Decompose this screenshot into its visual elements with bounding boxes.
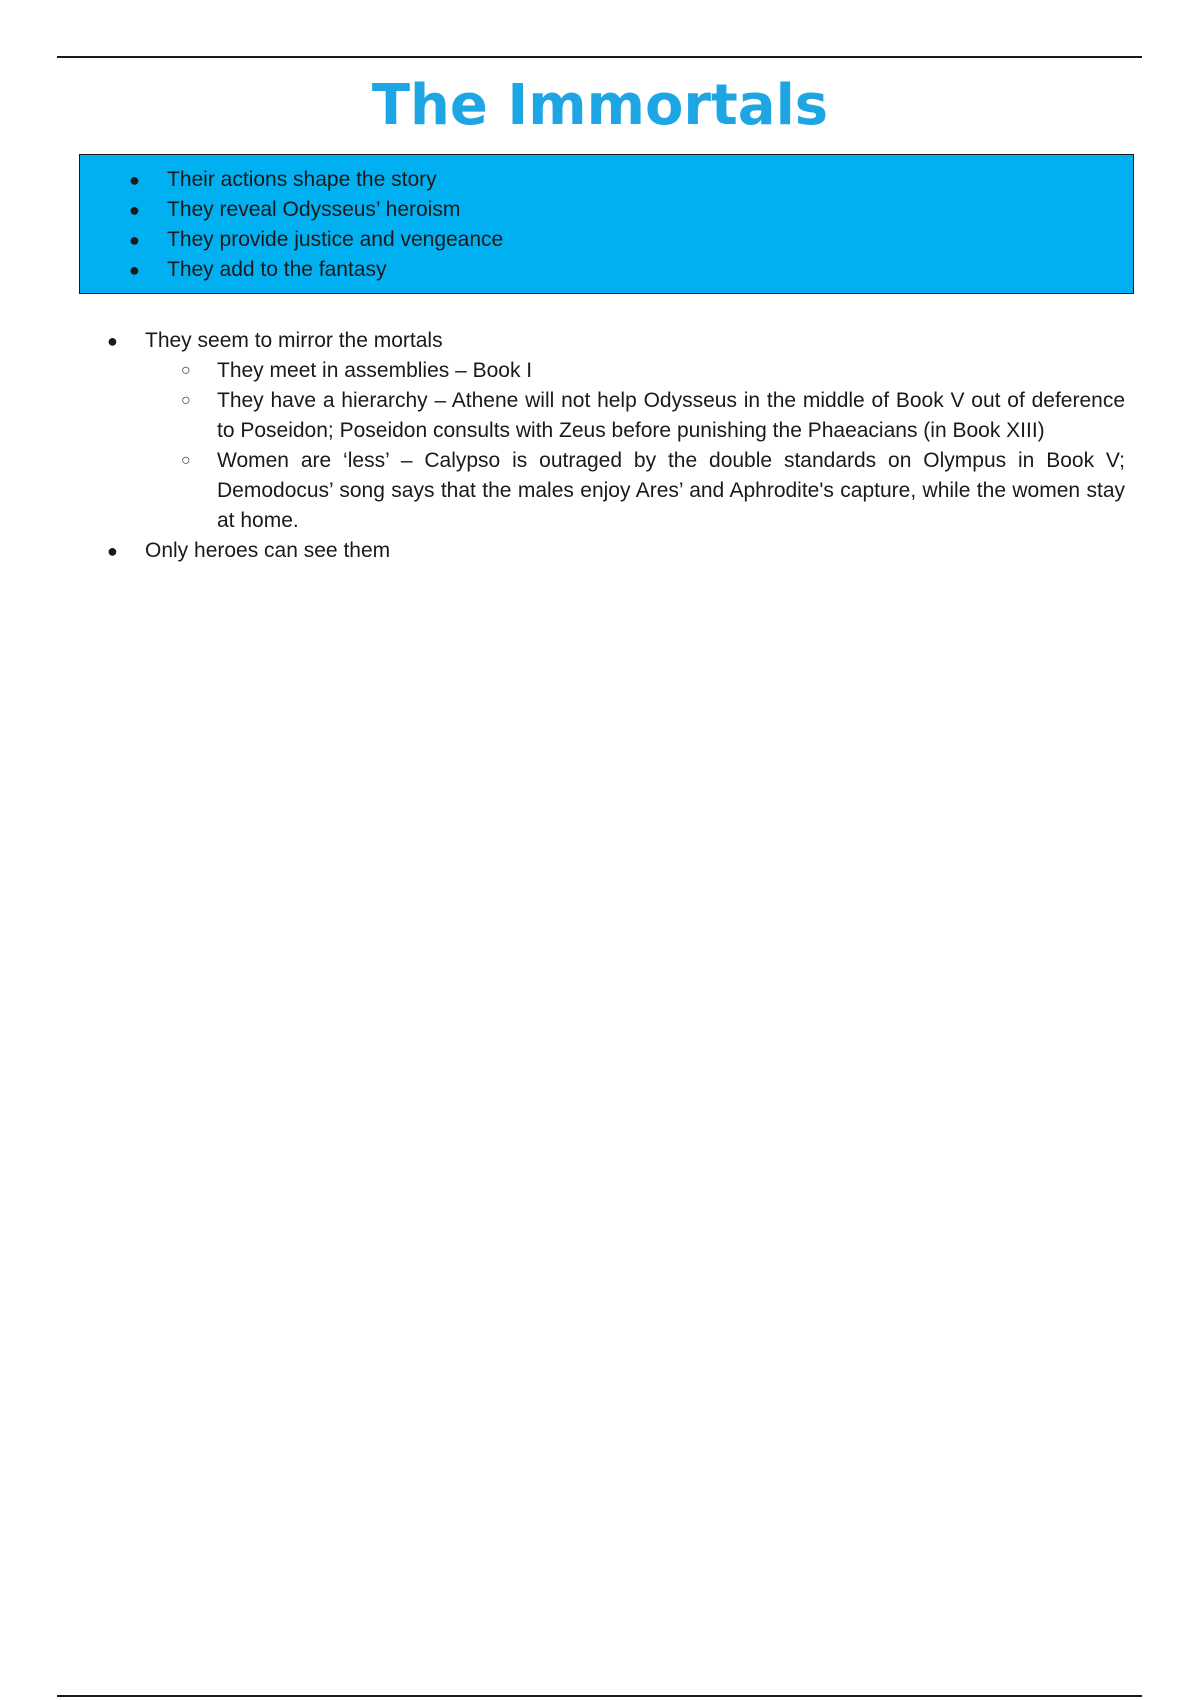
list-item	[0, 536, 1200, 566]
sub-list-item-text: They have a hierarchy – Athene will not help Odysseus in the middle of Book V out of deference to Poseidon; Poseidon consults with Zeus before punishing the Phaeacians (in Book XIII)	[217, 389, 1125, 442]
sub-list-item-text: They meet in assemblies – Book I	[217, 359, 533, 382]
body-content	[0, 326, 1200, 566]
highlight-item	[80, 165, 503, 195]
list-item	[0, 326, 1200, 536]
sub-list-item	[181, 356, 1125, 386]
bullet-icon: ●	[129, 170, 140, 190]
bullet-icon: ●	[129, 260, 140, 280]
circle-bullet-icon: ○	[181, 362, 191, 379]
highlight-box	[79, 154, 1134, 294]
bullet-icon: ●	[129, 230, 140, 250]
list-item-text: Only heroes can see them	[145, 539, 391, 562]
sub-list	[145, 356, 1125, 536]
highlight-item-text: Their actions shape the story	[167, 168, 437, 191]
circle-bullet-icon: ○	[181, 392, 191, 409]
highlight-item-text: They add to the fantasy	[167, 258, 387, 281]
sub-list-item-text: Women are ‘less’ – Calypso is outraged by the double standards on Olympus in Book V; Demodocus’ song says that the males enjoy Ares’ and Aphrodite's capture, while the women stay at home.	[217, 449, 1125, 532]
bullet-icon: ●	[129, 200, 140, 220]
highlight-list	[80, 165, 503, 285]
bullet-icon: ●	[107, 541, 118, 561]
footer-rule	[57, 1695, 1142, 1697]
highlight-item	[80, 225, 503, 255]
list-item-text: They seem to mirror the mortals	[145, 329, 443, 352]
bullet-icon: ●	[107, 331, 118, 351]
highlight-item-text: They provide justice and vengeance	[167, 228, 504, 251]
sub-list-item	[181, 446, 1125, 536]
highlight-item	[80, 255, 503, 285]
highlight-item-text: They reveal Odysseus’ heroism	[167, 198, 461, 221]
sub-list-item	[181, 386, 1125, 446]
main-list	[0, 326, 1200, 566]
highlight-item	[80, 195, 503, 225]
page-title: The Immortals	[371, 73, 829, 138]
header-rule	[57, 56, 1142, 58]
circle-bullet-icon: ○	[181, 452, 191, 469]
